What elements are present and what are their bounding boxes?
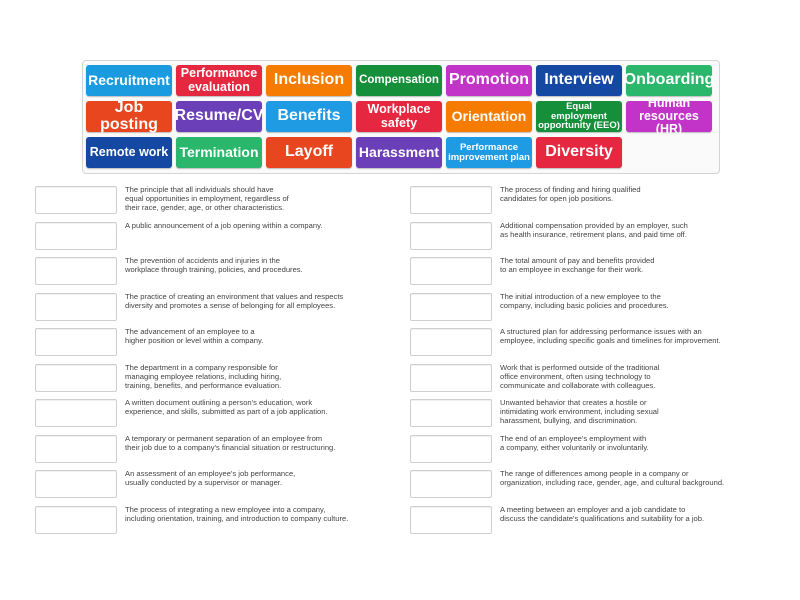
- drop-slot[interactable]: [35, 257, 117, 285]
- drop-slot[interactable]: [35, 293, 117, 321]
- definition-text: A public announcement of a job opening within a company.: [125, 220, 323, 230]
- drop-slot[interactable]: [410, 364, 492, 392]
- tile-diversity[interactable]: Diversity: [536, 137, 622, 168]
- drop-slot[interactable]: [410, 435, 492, 463]
- tile-layoff[interactable]: Layoff: [266, 137, 352, 168]
- definition-text: The department in a company responsible for managing employee relations, including hiring, training, benefits, and performance evaluation.: [125, 362, 282, 390]
- drop-slot[interactable]: [410, 257, 492, 285]
- tile-promotion[interactable]: Promotion: [446, 65, 532, 96]
- drop-slot[interactable]: [410, 506, 492, 534]
- definition-text: The range of differences among people in a company or organization, including race, gender, age, and cultural background.: [500, 469, 725, 487]
- tile-onboarding[interactable]: Onboarding: [626, 65, 712, 96]
- tile-benefits[interactable]: Benefits: [266, 101, 352, 132]
- definition-text: Additional compensation provided by an employer, such as health insurance, retirement plans, and paid time off.: [500, 220, 688, 239]
- tile-equal-employment-opportunity-eeo[interactable]: Equal employment opportunity (EEO): [536, 101, 622, 132]
- drop-slot[interactable]: [35, 506, 117, 534]
- drop-slot[interactable]: [410, 328, 492, 356]
- definition-text: Unwanted behavior that creates a hostile or intimidating work environment, including sexual harassment, bullying, and discrimination.: [500, 398, 659, 425]
- tile-recruitment[interactable]: Recruitment: [86, 65, 172, 96]
- tile-remote-work[interactable]: Remote work: [86, 137, 172, 168]
- drop-slot[interactable]: [35, 328, 117, 356]
- definition-text: An assessment of an employee's job performance, usually conducted by a supervisor or manager.: [125, 469, 296, 487]
- tile-compensation[interactable]: Compensation: [356, 65, 442, 96]
- definition-text: A meeting between an employer and a job candidate to discuss the candidate's qualifications and suitability for a job.: [500, 504, 705, 523]
- tile-human-resources-hr[interactable]: Human resources (HR): [626, 101, 712, 132]
- tile-orientation[interactable]: Orientation: [446, 101, 532, 132]
- definition-text: The advancement of an employee to a higher position or level within a company.: [125, 327, 264, 345]
- definition-text: The process of integrating a new employee into a company, including orientation, training, and introduction to company culture.: [125, 504, 349, 523]
- drop-slot[interactable]: [35, 435, 117, 463]
- definition-text: The principle that all individuals should have equal opportunities in employment, regardless of their race, gender, age, or other characteristics.: [125, 185, 289, 212]
- drop-slot[interactable]: [410, 399, 492, 427]
- drop-slot[interactable]: [35, 364, 117, 392]
- tile-termination[interactable]: Termination: [176, 137, 262, 168]
- drop-slot[interactable]: [410, 222, 492, 250]
- definition-text: The total amount of pay and benefits provided to an employee in exchange for their work.: [500, 256, 655, 274]
- tile-interview[interactable]: Interview: [536, 65, 622, 96]
- drop-slot[interactable]: [410, 293, 492, 321]
- definition-text: The end of an employee's employment with a company, either voluntarily or involuntarily.: [500, 433, 649, 452]
- drop-slot[interactable]: [35, 470, 117, 498]
- tile-bank: [82, 60, 720, 174]
- drop-slot[interactable]: [410, 186, 492, 214]
- tile-harassment[interactable]: Harassment: [356, 137, 442, 168]
- tile-inclusion[interactable]: Inclusion: [266, 65, 352, 96]
- definition-text: Work that is performed outside of the traditional office environment, often using technology to communicate and collaborate with colleagues.: [500, 362, 660, 390]
- definition-text: A structured plan for addressing performance issues with an employee, including specific goals and timelines for improvement.: [500, 327, 721, 345]
- definition-text: The process of finding and hiring qualified candidates for open job positions.: [500, 185, 641, 203]
- tile-performance-evaluation[interactable]: Performance evaluation: [176, 65, 262, 96]
- drop-slot[interactable]: [35, 222, 117, 250]
- definition-text: The initial introduction of a new employee to the company, including basic policies and procedures.: [500, 291, 669, 310]
- tile-workplace-safety[interactable]: Workplace safety: [356, 101, 442, 132]
- drop-slot[interactable]: [35, 399, 117, 427]
- tile-performance-improvement-plan[interactable]: Performance improvement plan: [446, 137, 532, 168]
- definition-text: The practice of creating an environment that values and respects diversity and promotes a sense of belonging for all employees.: [125, 291, 344, 310]
- definition-text: A written document outlining a person's education, work experience, and skills, submitted as part of a job application.: [125, 398, 328, 416]
- tile-job-posting[interactable]: Job posting: [86, 101, 172, 132]
- definition-text: A temporary or permanent separation of an employee from their job due to a company's financial situation or restructuring.: [125, 433, 336, 452]
- drop-slot[interactable]: [35, 186, 117, 214]
- drop-slot[interactable]: [410, 470, 492, 498]
- definition-text: The prevention of accidents and injuries in the workplace through training, policies, and procedures.: [125, 256, 303, 274]
- tile-resume-cv[interactable]: Resume/CV: [176, 101, 262, 132]
